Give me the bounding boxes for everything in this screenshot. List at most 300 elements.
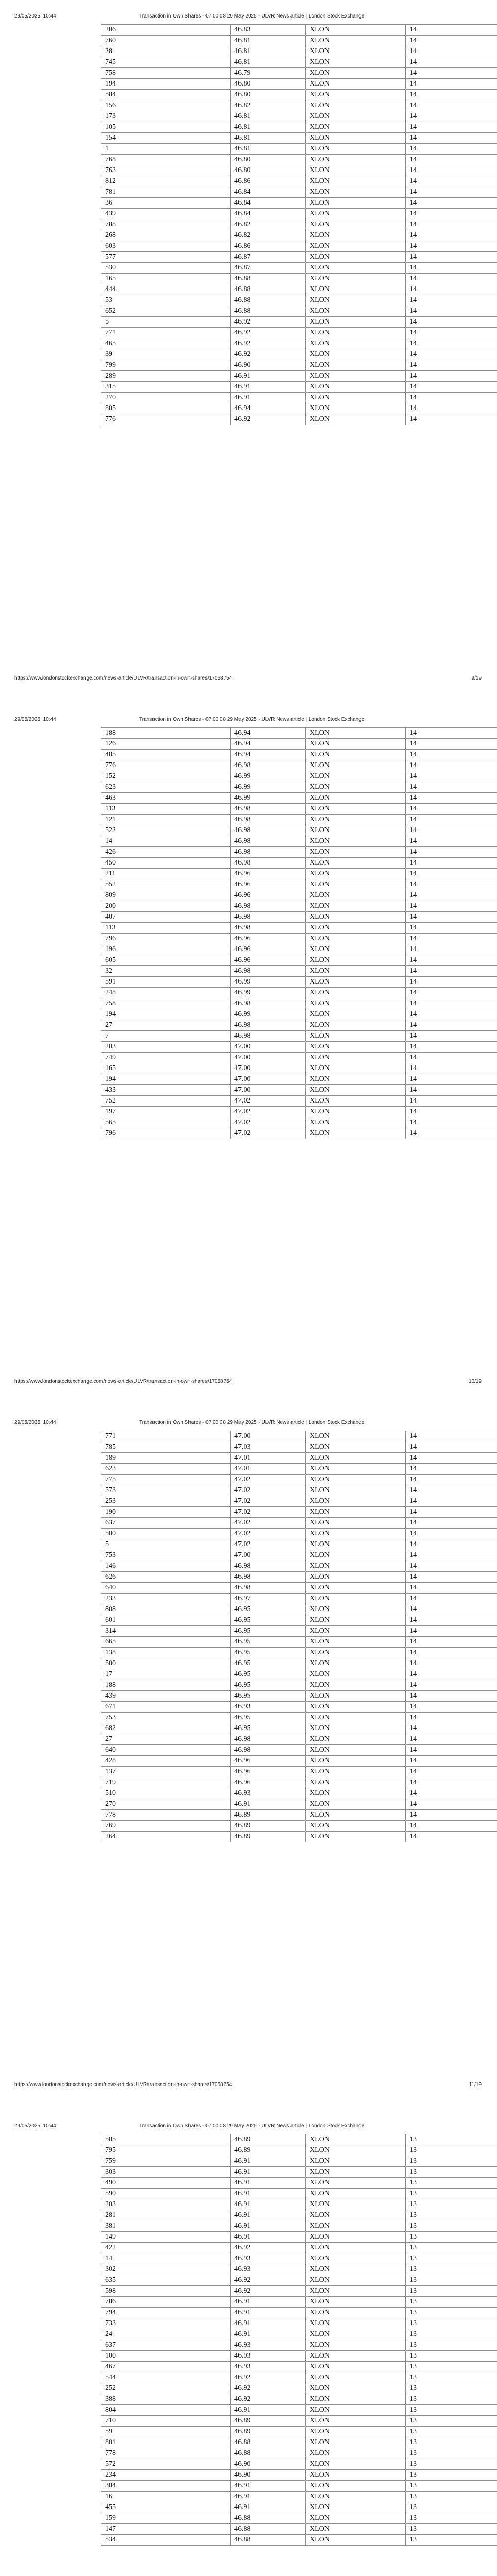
table-row	[101, 2470, 497, 2481]
table-row	[101, 1648, 497, 1658]
volume-cell: 113	[101, 923, 231, 934]
venue-cell: XLON	[306, 2535, 406, 2546]
volume-cell: 455	[101, 2502, 231, 2513]
venue-cell: XLON	[306, 2199, 406, 2210]
volume-cell: 534	[101, 2535, 231, 2546]
venue-cell: XLON	[306, 338, 406, 349]
volume-cell: 626	[101, 1572, 231, 1583]
price-cell: 46.88	[231, 295, 306, 306]
volume-cell: 809	[101, 890, 231, 901]
time-cell: 14	[406, 111, 497, 122]
price-cell: 46.81	[231, 144, 306, 155]
price-cell: 46.92	[231, 328, 306, 338]
venue-cell: XLON	[306, 771, 406, 782]
price-cell: 46.89	[231, 2145, 306, 2156]
article-url[interactable]: https://www.londonstockexchange.com/news-article/ULVR/transaction-in-own-shares/17058754	[14, 1379, 232, 1384]
table-row	[101, 2481, 497, 2492]
venue-cell: XLON	[306, 1615, 406, 1626]
time-cell: 14	[406, 209, 497, 219]
volume-cell: 776	[101, 414, 231, 425]
volume-cell: 113	[101, 804, 231, 815]
time-cell: 14	[406, 1626, 497, 1637]
volume-cell: 682	[101, 1723, 231, 1734]
volume-cell: 565	[101, 1117, 231, 1128]
table-row	[101, 2264, 497, 2275]
venue-cell: XLON	[306, 2210, 406, 2221]
venue-cell: XLON	[306, 2264, 406, 2275]
time-cell: 14	[406, 804, 497, 815]
time-cell: 13	[406, 2189, 497, 2199]
volume-cell: 652	[101, 306, 231, 317]
venue-cell: XLON	[306, 2459, 406, 2470]
volume-cell: 28	[101, 46, 231, 57]
table-row	[101, 1464, 497, 1475]
table-row	[101, 393, 497, 403]
time-cell: 13	[406, 2502, 497, 2513]
price-cell: 47.00	[231, 1063, 306, 1074]
time-cell: 14	[406, 155, 497, 165]
price-cell: 46.98	[231, 1031, 306, 1042]
article-title: Transaction in Own Shares - 07:00:08 29 May 2025 - ULVR News article | London Stock Exchange	[139, 2123, 365, 2129]
venue-cell: XLON	[306, 901, 406, 912]
venue-cell: XLON	[306, 317, 406, 328]
price-cell: 46.95	[231, 1648, 306, 1658]
venue-cell: XLON	[306, 2134, 406, 2145]
time-cell: 13	[406, 2535, 497, 2546]
table-row	[101, 825, 497, 836]
volume-cell: 591	[101, 977, 231, 988]
table-row	[101, 750, 497, 760]
table-row	[101, 252, 497, 263]
venue-cell: XLON	[306, 1810, 406, 1821]
venue-cell: XLON	[306, 1594, 406, 1604]
time-cell: 14	[406, 966, 497, 977]
venue-cell: XLON	[306, 100, 406, 111]
table-row	[101, 2513, 497, 2524]
table-row	[101, 977, 497, 988]
volume-cell: 640	[101, 1583, 231, 1594]
price-cell: 46.91	[231, 2210, 306, 2221]
volume-cell: 795	[101, 2145, 231, 2156]
venue-cell: XLON	[306, 912, 406, 923]
volume-cell: 36	[101, 198, 231, 209]
venue-cell: XLON	[306, 1096, 406, 1107]
price-cell: 46.91	[231, 1799, 306, 1810]
volume-cell: 776	[101, 760, 231, 771]
venue-cell: XLON	[306, 2329, 406, 2340]
table-row	[101, 1669, 497, 1680]
table-row	[101, 1074, 497, 1085]
venue-cell: XLON	[306, 403, 406, 414]
time-cell: 13	[406, 2383, 497, 2394]
table-row	[101, 1594, 497, 1604]
venue-cell: XLON	[306, 2145, 406, 2156]
price-cell: 46.96	[231, 955, 306, 966]
venue-cell: XLON	[306, 1680, 406, 1691]
venue-cell: XLON	[306, 739, 406, 750]
venue-cell: XLON	[306, 2524, 406, 2535]
price-cell: 46.98	[231, 1561, 306, 1572]
venue-cell: XLON	[306, 760, 406, 771]
volume-cell: 24	[101, 2329, 231, 2340]
volume-cell: 758	[101, 998, 231, 1009]
venue-cell: XLON	[306, 198, 406, 209]
volume-cell: 154	[101, 133, 231, 144]
venue-cell: XLON	[306, 2167, 406, 2178]
venue-cell: XLON	[306, 1475, 406, 1485]
table-row	[101, 912, 497, 923]
venue-cell: XLON	[306, 1648, 406, 1658]
price-cell: 46.91	[231, 2481, 306, 2492]
article-url[interactable]: https://www.londonstockexchange.com/news-article/ULVR/transaction-in-own-shares/17058754	[14, 675, 232, 681]
venue-cell: XLON	[306, 955, 406, 966]
table-row	[101, 1658, 497, 1669]
price-cell: 46.99	[231, 771, 306, 782]
table-row	[101, 836, 497, 847]
venue-cell: XLON	[306, 1691, 406, 1702]
time-cell: 14	[406, 198, 497, 209]
volume-cell: 426	[101, 847, 231, 858]
table-row	[101, 1096, 497, 1107]
price-cell: 46.98	[231, 1745, 306, 1756]
table-row	[101, 382, 497, 393]
table-row	[101, 1518, 497, 1529]
price-cell: 46.99	[231, 782, 306, 793]
volume-cell: 769	[101, 1821, 231, 1832]
time-cell: 14	[406, 176, 497, 187]
volume-cell: 173	[101, 111, 231, 122]
volume-cell: 138	[101, 1648, 231, 1658]
time-cell: 14	[406, 879, 497, 890]
venue-cell: XLON	[306, 1713, 406, 1723]
price-cell: 46.99	[231, 977, 306, 988]
volume-cell: 156	[101, 100, 231, 111]
venue-cell: XLON	[306, 165, 406, 176]
table-row	[101, 2524, 497, 2535]
time-cell: 14	[406, 1485, 497, 1496]
time-cell: 13	[406, 2221, 497, 2232]
volume-cell: 16	[101, 2492, 231, 2502]
table-row	[101, 2167, 497, 2178]
page-number: 9/19	[471, 675, 482, 681]
volume-cell: 59	[101, 2427, 231, 2437]
venue-cell: XLON	[306, 1020, 406, 1031]
price-cell: 46.96	[231, 879, 306, 890]
volume-cell: 572	[101, 2459, 231, 2470]
price-cell: 47.02	[231, 1128, 306, 1139]
price-cell: 46.92	[231, 2275, 306, 2286]
volume-cell: 799	[101, 360, 231, 371]
venue-cell: XLON	[306, 1832, 406, 1842]
time-cell: 13	[406, 2145, 497, 2156]
table-row	[101, 1788, 497, 1799]
venue-cell: XLON	[306, 1431, 406, 1442]
venue-cell: XLON	[306, 230, 406, 241]
table-row	[101, 79, 497, 90]
table-row	[101, 2340, 497, 2351]
venue-cell: XLON	[306, 869, 406, 879]
time-cell: 14	[406, 1128, 497, 1139]
table-row	[101, 804, 497, 815]
price-cell: 46.92	[231, 317, 306, 328]
venue-cell: XLON	[306, 176, 406, 187]
price-cell: 46.81	[231, 57, 306, 68]
time-cell: 14	[406, 1442, 497, 1453]
venue-cell: XLON	[306, 209, 406, 219]
price-cell: 46.91	[231, 2492, 306, 2502]
table-row	[101, 1572, 497, 1583]
venue-cell: XLON	[306, 68, 406, 79]
table-row	[101, 338, 497, 349]
venue-cell: XLON	[306, 1723, 406, 1734]
price-cell: 46.93	[231, 2351, 306, 2362]
volume-cell: 794	[101, 2308, 231, 2318]
venue-cell: XLON	[306, 2470, 406, 2481]
table-row	[101, 1821, 497, 1832]
time-cell: 14	[406, 1821, 497, 1832]
venue-cell: XLON	[306, 2502, 406, 2513]
table-row	[101, 2243, 497, 2253]
venue-cell: XLON	[306, 2427, 406, 2437]
volume-cell: 450	[101, 858, 231, 869]
price-cell: 46.91	[231, 2178, 306, 2189]
table-row	[101, 2253, 497, 2264]
price-cell: 46.89	[231, 2134, 306, 2145]
venue-cell: XLON	[306, 1518, 406, 1529]
price-cell: 46.91	[231, 2318, 306, 2329]
price-cell: 47.00	[231, 1550, 306, 1561]
venue-cell: XLON	[306, 90, 406, 100]
time-cell: 14	[406, 1658, 497, 1669]
table-row	[101, 923, 497, 934]
volume-cell: 590	[101, 2189, 231, 2199]
volume-cell: 530	[101, 263, 231, 274]
venue-cell: XLON	[306, 2286, 406, 2297]
time-cell: 14	[406, 782, 497, 793]
table-row	[101, 1496, 497, 1507]
time-cell: 14	[406, 1020, 497, 1031]
venue-cell: XLON	[306, 782, 406, 793]
table-row	[101, 879, 497, 890]
time-cell: 13	[406, 2372, 497, 2383]
price-cell: 47.02	[231, 1475, 306, 1485]
volume-cell: 505	[101, 2134, 231, 2145]
table-row	[101, 2502, 497, 2513]
table-row	[101, 2318, 497, 2329]
price-cell: 46.95	[231, 1680, 306, 1691]
volume-cell: 53	[101, 295, 231, 306]
time-cell: 13	[406, 2513, 497, 2524]
price-cell: 46.86	[231, 241, 306, 252]
table-row	[101, 858, 497, 869]
price-cell: 46.91	[231, 2329, 306, 2340]
article-title: Transaction in Own Shares - 07:00:08 29 May 2025 - ULVR News article | London Stock Exchange	[139, 1420, 365, 1426]
volume-cell: 758	[101, 68, 231, 79]
table-row	[101, 1713, 497, 1723]
price-cell: 47.00	[231, 1074, 306, 1085]
venue-cell: XLON	[306, 728, 406, 739]
table-row	[101, 2448, 497, 2459]
table-row	[101, 2134, 497, 2145]
venue-cell: XLON	[306, 2437, 406, 2448]
venue-cell: XLON	[306, 2275, 406, 2286]
table-row	[101, 1063, 497, 1074]
pdf-page	[0, 703, 497, 1406]
page-footer	[14, 2082, 483, 2089]
venue-cell: XLON	[306, 349, 406, 360]
time-cell: 14	[406, 869, 497, 879]
price-cell: 46.81	[231, 133, 306, 144]
pdf-page	[0, 0, 497, 703]
venue-cell: XLON	[306, 1777, 406, 1788]
volume-cell: 194	[101, 79, 231, 90]
volume-cell: 234	[101, 2470, 231, 2481]
venue-cell: XLON	[306, 252, 406, 263]
print-date: 29/05/2025, 10:44	[14, 717, 56, 722]
time-cell: 14	[406, 847, 497, 858]
time-cell: 13	[406, 2524, 497, 2535]
volume-cell: 433	[101, 1085, 231, 1096]
venue-cell: XLON	[306, 1485, 406, 1496]
volume-cell: 637	[101, 1518, 231, 1529]
price-cell: 46.91	[231, 2308, 306, 2318]
volume-cell: 439	[101, 209, 231, 219]
venue-cell: XLON	[306, 2394, 406, 2405]
price-cell: 46.95	[231, 1658, 306, 1669]
time-cell: 14	[406, 1042, 497, 1053]
table-row	[101, 46, 497, 57]
volume-cell: 490	[101, 2178, 231, 2189]
venue-cell: XLON	[306, 393, 406, 403]
volume-cell: 7	[101, 1031, 231, 1042]
time-cell: 14	[406, 317, 497, 328]
volume-cell: 407	[101, 912, 231, 923]
table-row	[101, 2275, 497, 2286]
volume-cell: 289	[101, 371, 231, 382]
venue-cell: XLON	[306, 1074, 406, 1085]
table-row	[101, 1453, 497, 1464]
price-cell: 46.95	[231, 1615, 306, 1626]
price-cell: 47.02	[231, 1507, 306, 1518]
price-cell: 46.92	[231, 349, 306, 360]
volume-cell: 467	[101, 2362, 231, 2372]
venue-cell: XLON	[306, 1788, 406, 1799]
price-cell: 46.92	[231, 338, 306, 349]
print-date: 29/05/2025, 10:44	[14, 1420, 56, 1426]
venue-cell: XLON	[306, 836, 406, 847]
time-cell: 14	[406, 1496, 497, 1507]
volume-cell: 211	[101, 869, 231, 879]
time-cell: 14	[406, 79, 497, 90]
table-row	[101, 2351, 497, 2362]
time-cell: 14	[406, 284, 497, 295]
price-cell: 46.98	[231, 1572, 306, 1583]
price-cell: 46.97	[231, 1594, 306, 1604]
price-cell: 46.88	[231, 306, 306, 317]
volume-cell: 812	[101, 176, 231, 187]
volume-cell: 248	[101, 988, 231, 998]
volume-cell: 778	[101, 2448, 231, 2459]
time-cell: 13	[406, 2437, 497, 2448]
article-url[interactable]: https://www.londonstockexchange.com/news-article/ULVR/transaction-in-own-shares/17058754	[14, 2082, 232, 2088]
venue-cell: XLON	[306, 274, 406, 284]
time-cell: 14	[406, 360, 497, 371]
time-cell: 14	[406, 349, 497, 360]
volume-cell: 149	[101, 2232, 231, 2243]
time-cell: 13	[406, 2405, 497, 2416]
time-cell: 13	[406, 2351, 497, 2362]
table-row	[101, 2405, 497, 2416]
price-cell: 46.92	[231, 2394, 306, 2405]
table-row	[101, 901, 497, 912]
table-row	[101, 955, 497, 966]
time-cell: 14	[406, 1453, 497, 1464]
volume-cell: 189	[101, 1453, 231, 1464]
time-cell: 14	[406, 328, 497, 338]
table-row	[101, 869, 497, 879]
table-row	[101, 1734, 497, 1745]
table-row	[101, 1583, 497, 1594]
volume-cell: 5	[101, 317, 231, 328]
price-cell: 46.81	[231, 122, 306, 133]
time-cell: 13	[406, 2427, 497, 2437]
price-cell: 46.91	[231, 2199, 306, 2210]
time-cell: 14	[406, 858, 497, 869]
table-row	[101, 1626, 497, 1637]
volume-cell: 159	[101, 2513, 231, 2524]
price-cell: 46.93	[231, 2340, 306, 2351]
venue-cell: XLON	[306, 1053, 406, 1063]
table-row	[101, 2427, 497, 2437]
time-cell: 14	[406, 1031, 497, 1042]
time-cell: 14	[406, 1669, 497, 1680]
table-row	[101, 198, 497, 209]
table-row	[101, 1777, 497, 1788]
table-row	[101, 2210, 497, 2221]
venue-cell: XLON	[306, 2351, 406, 2362]
venue-cell: XLON	[306, 1496, 406, 1507]
table-row	[101, 998, 497, 1009]
volume-cell: 439	[101, 1691, 231, 1702]
time-cell: 14	[406, 57, 497, 68]
time-cell: 14	[406, 1539, 497, 1550]
volume-cell: 637	[101, 2340, 231, 2351]
price-cell: 46.98	[231, 858, 306, 869]
price-cell: 46.84	[231, 187, 306, 198]
price-cell: 46.89	[231, 2416, 306, 2427]
time-cell: 14	[406, 739, 497, 750]
venue-cell: XLON	[306, 46, 406, 57]
price-cell: 47.02	[231, 1529, 306, 1539]
volume-cell: 768	[101, 155, 231, 165]
table-row	[101, 2535, 497, 2546]
table-row	[101, 274, 497, 284]
price-cell: 46.84	[231, 209, 306, 219]
volume-cell: 146	[101, 1561, 231, 1572]
venue-cell: XLON	[306, 2481, 406, 2492]
time-cell: 14	[406, 144, 497, 155]
venue-cell: XLON	[306, 998, 406, 1009]
time-cell: 14	[406, 187, 497, 198]
time-cell: 13	[406, 2210, 497, 2221]
venue-cell: XLON	[306, 1821, 406, 1832]
time-cell: 14	[406, 414, 497, 425]
price-cell: 46.89	[231, 1832, 306, 1842]
table-row	[101, 1042, 497, 1053]
price-cell: 46.80	[231, 155, 306, 165]
volume-cell: 314	[101, 1626, 231, 1637]
table-row	[101, 414, 497, 425]
